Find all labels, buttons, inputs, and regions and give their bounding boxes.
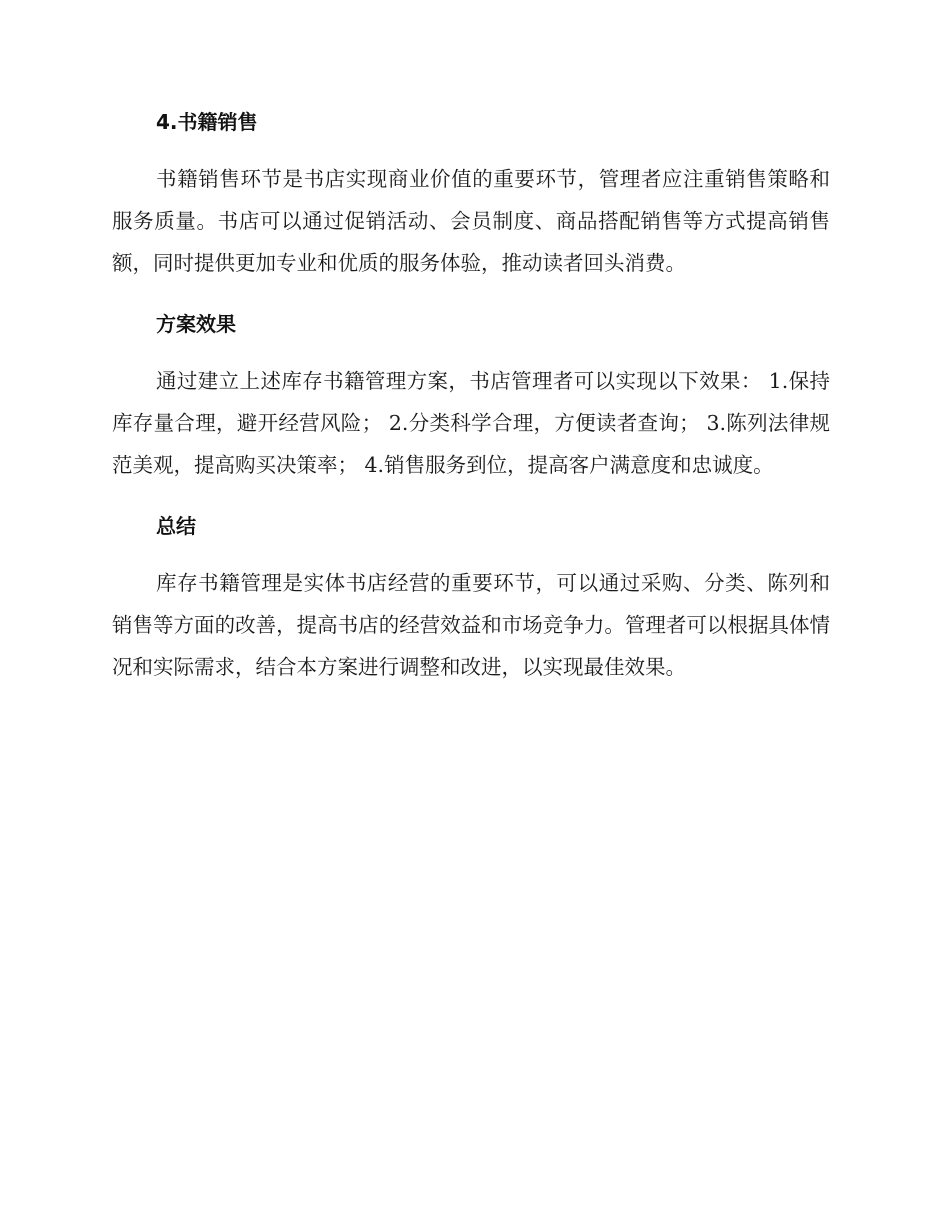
section-paragraph-book-sales: 书籍销售环节是书店实现商业价值的重要环节，管理者应注重销售策略和服务质量。书店可以通过促销活动、会员制度、商品搭配销售等方式提高销售额，同时提供更加专业和优质的服务体验，推动读者回头消费。 [112,167,830,275]
section-heading-book-sales: 4.书籍销售 [156,110,258,134]
section-paragraph-summary: 库存书籍管理是实体书店经营的重要环节，可以通过采购、分类、陈列和销售等方面的改善，提高书店的经营效益和市场竞争力。管理者可以根据具体情况和实际需求，结合本方案进行调整和改进，以实现最佳效果。 [112,571,830,679]
document-body [112,108,830,688]
section-heading-summary: 总结 [156,514,196,538]
section-heading-plan-effects: 方案效果 [156,312,236,336]
section-paragraph-plan-effects: 通过建立上述库存书籍管理方案，书店管理者可以实现以下效果： 1.保持库存量合理，避开经营风险； 2.分类科学合理，方便读者查询； 3.陈列法律规范美观，提高购买决策率； 4.销售服务到位，提高客户满意度和忠诚度。 [112,369,830,477]
